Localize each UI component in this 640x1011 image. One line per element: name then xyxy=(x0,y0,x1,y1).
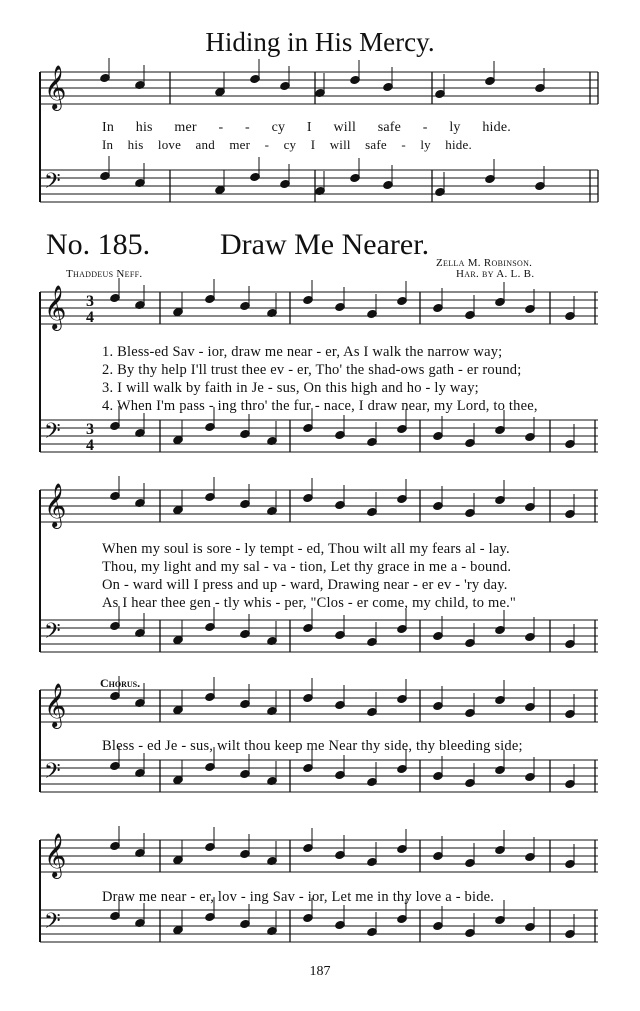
system-4-bass-clef: 𝄢 xyxy=(44,909,61,939)
system-3-bass-clef: 𝄢 xyxy=(44,759,61,789)
verse-2-line-1: 2. By thy help I'll trust thee ev - er, Tho' the shad-ows gath - er round; xyxy=(102,362,522,378)
verse-3-line-1: 3. I will walk by faith in Je - sus, On this high and ho - ly way; xyxy=(102,380,479,396)
author-credit: Zella M. Robinson. xyxy=(436,257,533,269)
verse-4-line-1: 4. When I'm pass - ing thro' the fur - nace, I draw near, my Lord, to thee, xyxy=(102,398,538,414)
system-1-treble-clef: 𝄞 xyxy=(44,285,67,329)
system-0-bass-clef: 𝄢 xyxy=(44,169,61,199)
hymn-title: Draw Me Nearer. xyxy=(220,228,430,261)
system-2-bass-clef: 𝄢 xyxy=(44,619,61,649)
verse-3-line-2: On - ward will I press and up - ward, Drawing near - er ev - 'ry day. xyxy=(102,577,508,593)
verse-4-line-2: As I hear thee gen - tly whis - per, "Clos - er come, my child, to me." xyxy=(102,595,517,611)
hymn-number: No. 185. xyxy=(46,228,151,261)
previous-hymn-lyric-1: In his mer - - cy I will safe - ly hide. xyxy=(102,120,511,135)
chorus-line-1: Bless - ed Je - sus, wilt thou keep me Near thy side, thy bleeding side; xyxy=(102,738,523,754)
system-4-treble-clef: 𝄞 xyxy=(44,833,67,877)
time-sig-top: 3 xyxy=(86,421,94,438)
arranger-credit: Har. by A. L. B. xyxy=(456,268,535,280)
page-number: 187 xyxy=(309,964,331,979)
previous-hymn-title: Hiding in His Mercy. xyxy=(205,27,435,57)
previous-hymn-lyric-2: In his love and mer - cy I will safe - ly hide. xyxy=(102,137,472,152)
time-sig-bottom: 4 xyxy=(86,437,94,454)
chorus-line-2: Draw me near - er, lov - ing Sav - ior, Let me in thy love a - bide. xyxy=(102,889,495,905)
chorus-label: Chorus. xyxy=(100,676,141,690)
time-sig-bottom: 4 xyxy=(86,309,94,326)
composer-credit: Thaddeus Neff. xyxy=(66,268,143,280)
verse-2-line-2: Thou, my light and my sal - va - tion, Let thy grace in me a - bound. xyxy=(102,559,512,575)
verse-1-line-1: 1. Bless-ed Sav - ior, draw me near - er, As I walk the narrow way; xyxy=(102,344,503,360)
system-0-treble-clef: 𝄞 xyxy=(44,65,67,109)
time-sig-top: 3 xyxy=(86,293,94,310)
verse-1-line-2: When my soul is sore - ly tempt - ed, Thou wilt all my fears al - lay. xyxy=(102,541,510,557)
system-2-treble-clef: 𝄞 xyxy=(44,483,67,527)
system-3-treble-clef: 𝄞 xyxy=(44,683,67,727)
system-1-bass-clef: 𝄢 xyxy=(44,419,61,449)
